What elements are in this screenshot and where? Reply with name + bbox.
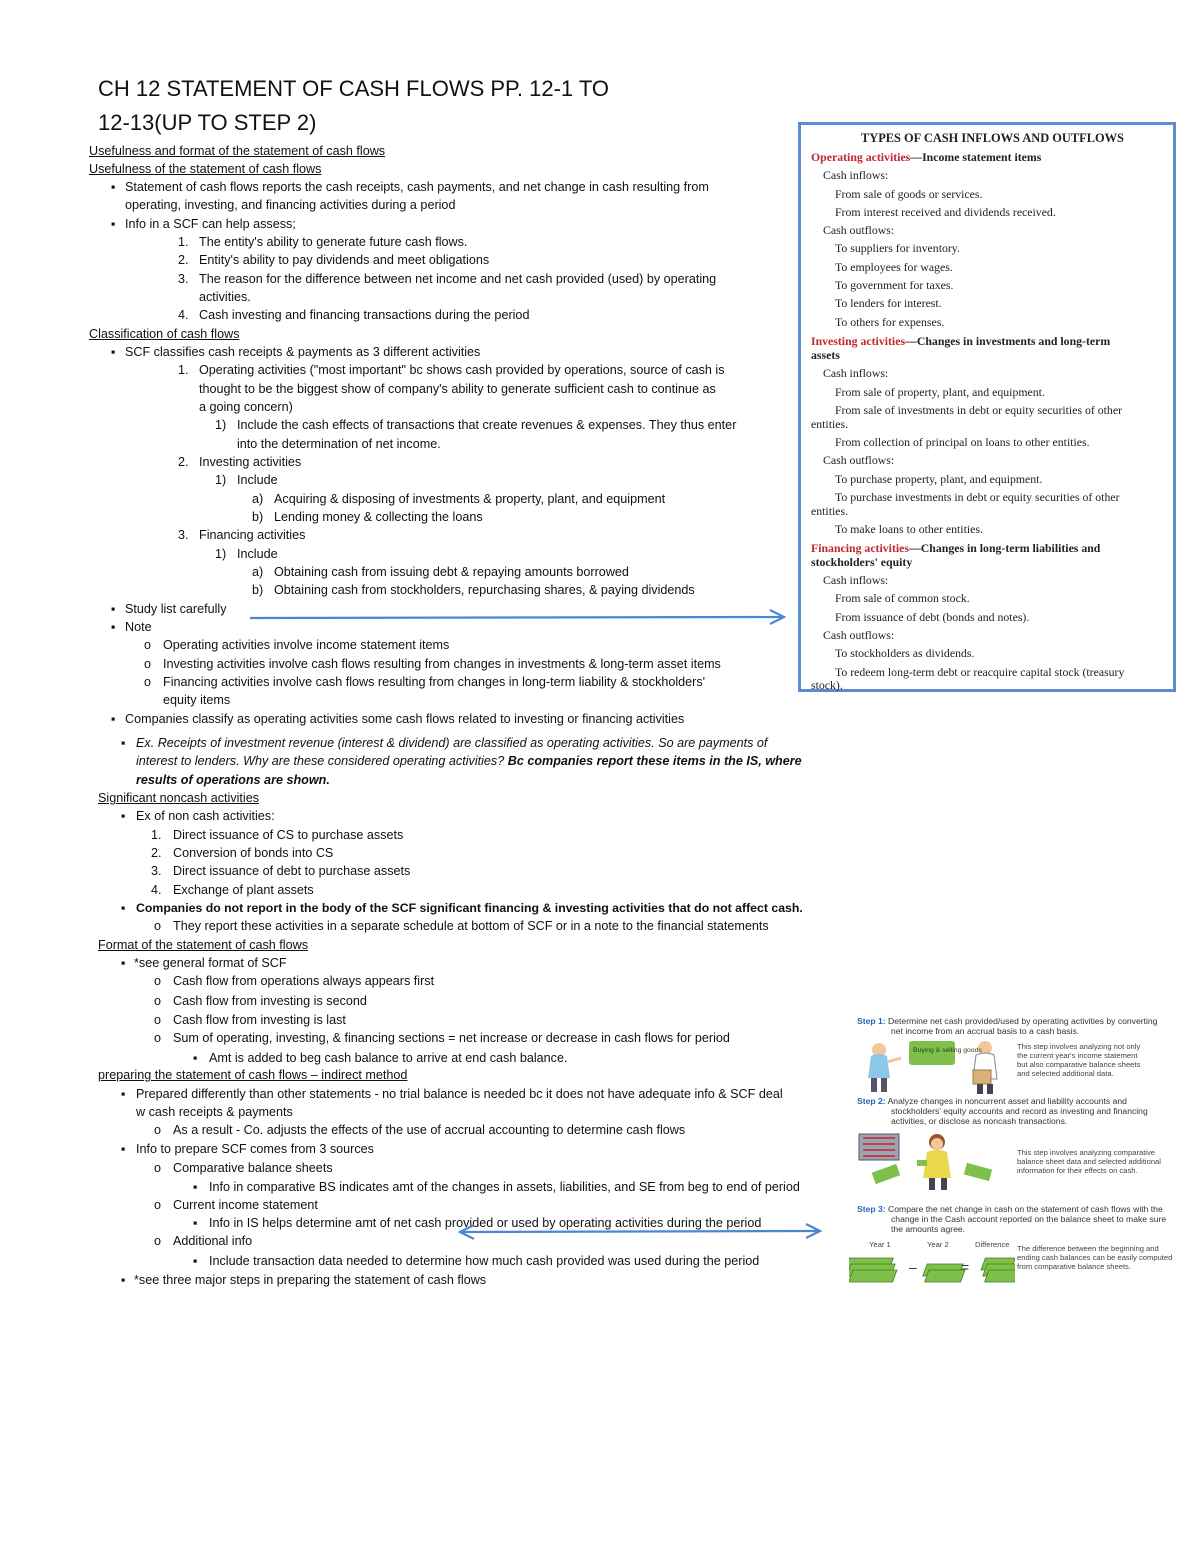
bullet-square: ▪ <box>111 180 116 194</box>
list-letter: b) <box>252 510 264 524</box>
step-3-note: ending cash balances can be easily computed <box>1017 1253 1173 1262</box>
note-line: *see three major steps in preparing the statement of cash flows <box>134 1273 487 1287</box>
bullet-circle: o <box>144 675 152 689</box>
list-number: 4. <box>151 883 162 897</box>
step-2-note: This step involves analyzing comparative <box>1017 1148 1156 1157</box>
note-line: Ex of non cash activities: <box>136 809 275 823</box>
bullet-square: ▪ <box>111 345 116 359</box>
step-1-text-cont: net income from an accrual basis to a cash basis. <box>891 1026 1080 1036</box>
bullet-circle: o <box>154 974 162 988</box>
box-line: From collection of principal on loans to other entities. <box>835 435 1090 449</box>
note-line: Info in comparative BS indicates amt of the changes in assets, liabilities, and SE from beg to end of period <box>209 1180 800 1194</box>
note-line: Info in IS helps determine amt of net cash provided or used by operating activities during the period <box>209 1216 762 1230</box>
note-line: equity items <box>163 693 231 707</box>
note-line: They report these activities in a separate schedule at bottom of SCF or in a note to the financial statements <box>173 919 769 933</box>
note-line: SCF classifies cash receipts & payments as 3 different activities <box>125 345 481 359</box>
list-letter: a) <box>252 492 264 506</box>
bullet-square: ▪ <box>193 1216 198 1230</box>
note-line: Cash flow from investing is second <box>173 994 367 1008</box>
box-line: From sale of common stock. <box>835 591 970 605</box>
step-2-note: balance sheet data and selected additional <box>1017 1157 1161 1166</box>
box-line: To redeem long-term debt or reacquire capital stock (treasury <box>835 665 1125 679</box>
note-line: The reason for the difference between net income and net cash provided (used) by operating <box>199 272 717 286</box>
list-number: 2. <box>178 253 189 267</box>
step-1-note: the current year's income statement <box>1017 1051 1138 1060</box>
step-1-bubble: Buying & selling goods <box>913 1047 982 1054</box>
list-number: 1. <box>151 828 162 842</box>
operating-heading: Operating activities—Income statement items <box>811 150 1042 164</box>
bullet-square: ▪ <box>111 602 116 616</box>
note-line: Cash investing and financing transactions during the period <box>199 308 530 322</box>
list-letter: a) <box>252 565 264 579</box>
bullet-square: ▪ <box>193 1180 198 1194</box>
box-line: To make loans to other entities. <box>835 522 983 536</box>
note-line: Financing activities <box>199 528 306 542</box>
box-line: To stockholders as dividends. <box>835 646 975 660</box>
list-number: 3. <box>151 864 162 878</box>
box-heading: TYPES OF CASH INFLOWS AND OUTFLOWS <box>861 131 1124 145</box>
bullet-circle: o <box>154 1234 162 1248</box>
bullet-square: ▪ <box>111 712 116 726</box>
note-line: Conversion of bonds into CS <box>173 846 334 860</box>
cash-outflows-label: Cash outflows: <box>823 223 895 237</box>
bullet-circle: o <box>154 1161 162 1175</box>
cash-outflows-label: Cash outflows: <box>823 628 895 642</box>
bullet-square: ▪ <box>121 1273 126 1287</box>
list-number: 3. <box>178 272 189 286</box>
note-line: Obtaining cash from stockholders, repurchasing shares, & paying dividends <box>274 583 695 597</box>
investing-heading: Investing activities—Changes in investments and long-term <box>811 334 1111 348</box>
bullet-square: ▪ <box>193 1254 198 1268</box>
note-line: Lending money & collecting the loans <box>274 510 483 524</box>
step-3-text-cont: the amounts agree. <box>891 1224 966 1234</box>
box-line: entities. <box>811 417 849 431</box>
bullet-square: ▪ <box>121 956 126 970</box>
note-line: thought to be the biggest show of company's ability to generate sufficient cash to continue as <box>199 382 716 396</box>
bullet-circle: o <box>144 638 152 652</box>
note-line: Include <box>237 473 278 487</box>
note-line: Amt is added to beg cash balance to arrive at end cash balance. <box>209 1051 568 1065</box>
equals-sign: = <box>961 1259 970 1275</box>
heading-usefulness-format: Usefulness and format of the statement of cash flows <box>89 144 386 158</box>
note-line: Investing activities <box>199 455 302 469</box>
step-3-note: The difference between the beginning and <box>1017 1244 1159 1253</box>
note-line: Operating activities ("most important" bc shows cash provided by operations, source of cash is <box>199 363 725 377</box>
note-line: Prepared differently than other statements - no trial balance is needed bc it does not have adequate info & SCF deal <box>136 1087 783 1101</box>
note-line: Investing activities involve cash flows resulting from changes in investments & long-term asset items <box>163 657 721 671</box>
bullet-circle: o <box>154 1031 162 1045</box>
heading-classification: Classification of cash flows <box>89 327 240 341</box>
bullet-square: ▪ <box>121 736 126 750</box>
note-line: Include the cash effects of transactions that create revenues & expenses. They thus enter <box>237 418 737 432</box>
box-line: entities. <box>811 504 849 518</box>
investing-heading-cont: assets <box>811 348 840 362</box>
bullet-circle: o <box>154 1123 162 1137</box>
step-1-note: This step involves analyzing not only <box>1017 1042 1141 1051</box>
note-line: Obtaining cash from issuing debt & repaying amounts borrowed <box>274 565 629 579</box>
example-line: results of operations are shown. <box>136 773 330 787</box>
heading-preparing: preparing the statement of cash flows – indirect method <box>98 1068 408 1082</box>
box-line: From interest received and dividends received. <box>835 205 1056 219</box>
note-line: Operating activities involve income statement items <box>163 638 450 652</box>
cash-outflows-label: Cash outflows: <box>823 453 895 467</box>
box-line: To government for taxes. <box>835 278 954 292</box>
bullet-square: ▪ <box>121 901 126 915</box>
box-line: To purchase property, plant, and equipment. <box>835 472 1043 486</box>
bullet-circle: o <box>154 994 162 1008</box>
list-number: 2. <box>178 455 189 469</box>
note-line: The entity's ability to generate future cash flows. <box>199 235 468 249</box>
note-line: Info to prepare SCF comes from 3 sources <box>136 1142 374 1156</box>
note-line: w cash receipts & payments <box>136 1105 293 1119</box>
step-1-note: and selected additional data. <box>1017 1069 1114 1078</box>
note-line: Include transaction data needed to determine how much cash provided was used during the period <box>209 1254 760 1268</box>
note-line: into the determination of net income. <box>237 437 441 451</box>
note-line: Current income statement <box>173 1198 318 1212</box>
step-2-text: Step 2: Analyze changes in noncurrent asset and liability accounts and <box>857 1096 1127 1106</box>
page-title-line2: 12-13(UP TO STEP 2) <box>98 110 317 135</box>
financing-heading: Financing activities—Changes in long-term liabilities and <box>811 541 1101 555</box>
bullet-square: ▪ <box>111 620 116 634</box>
note-line: Entity's ability to pay dividends and meet obligations <box>199 253 490 267</box>
note-line: Direct issuance of CS to purchase assets <box>173 828 404 842</box>
note-line: Companies classify as operating activities some cash flows related to investing or financing activities <box>125 712 685 726</box>
note-line: Acquiring & disposing of investments & property, plant, and equipment <box>274 492 666 506</box>
list-letter: b) <box>252 583 264 597</box>
bullet-circle: o <box>154 1013 162 1027</box>
heading-usefulness: Usefulness of the statement of cash flows <box>89 162 322 176</box>
step-3-text: Step 3: Compare the net change in cash on the statement of cash flows with the <box>857 1204 1163 1214</box>
step-2-note: information for their effects on cash. <box>1017 1166 1138 1175</box>
step-3-note: from comparative balance sheets. <box>1017 1262 1131 1271</box>
note-line: Financing activities involve cash flows resulting from changes in long-term liability & stockholders' <box>163 675 706 689</box>
year-2-label: Year 2 <box>927 1240 949 1249</box>
note-line: Study list carefully <box>125 602 227 616</box>
example-line: Ex. Receipts of investment revenue (interest & dividend) are classified as operating activities. So are payments of <box>136 736 768 750</box>
box-line: From sale of property, plant, and equipment. <box>835 385 1045 399</box>
note-line: Info in a SCF can help assess; <box>125 217 296 231</box>
step-3-text-cont: change in the Cash account reported on the balance sheet to make sure <box>891 1214 1167 1224</box>
step-2-text-cont: stockholders' equity accounts and record as investing and financing <box>891 1106 1148 1116</box>
step-1-note: but also comparative balance sheets <box>1017 1060 1141 1069</box>
note-line: Direct issuance of debt to purchase assets <box>173 864 411 878</box>
example-line: interest to lenders. Why are these considered operating activities? Bc companies report these items in the IS, where <box>136 754 802 768</box>
note-line: Exchange of plant assets <box>173 883 314 897</box>
list-number: 3. <box>178 528 189 542</box>
list-paren: 1) <box>215 547 227 561</box>
box-line: From sale of goods or services. <box>835 187 983 201</box>
step-2-text-cont: activities, or disclose as noncash transactions. <box>891 1116 1068 1126</box>
box-line: stock). <box>811 678 843 692</box>
step-1-text: Step 1: Determine net cash provided/used by operating activities by converting <box>857 1016 1158 1026</box>
list-number: 1. <box>178 363 189 377</box>
heading-noncash: Significant noncash activities <box>98 791 260 805</box>
box-line: From issuance of debt (bonds and notes). <box>835 610 1030 624</box>
bullet-circle: o <box>154 1198 162 1212</box>
list-number: 2. <box>151 846 162 860</box>
bullet-square: ▪ <box>193 1051 198 1065</box>
study-list-arrow <box>250 610 784 624</box>
note-line: Sum of operating, investing, & financing sections = net increase or decrease in cash flows for period <box>173 1031 730 1045</box>
minus-sign: – <box>909 1259 917 1275</box>
bullet-square: ▪ <box>121 1142 126 1156</box>
note-line: a going concern) <box>199 400 293 414</box>
bullet-square: ▪ <box>121 1087 126 1101</box>
box-line: To suppliers for inventory. <box>835 241 960 255</box>
bullet-square: ▪ <box>121 809 126 823</box>
note-line: Note <box>125 620 152 634</box>
note-line: Statement of cash flows reports the cash receipts, cash payments, and net change in cash resulting from <box>125 180 709 194</box>
box-line: To lenders for interest. <box>835 296 942 310</box>
note-line: As a result - Co. adjusts the effects of the use of accrual accounting to determine cash flows <box>173 1123 686 1137</box>
list-number: 4. <box>178 308 189 322</box>
box-line: To purchase investments in debt or equity securities of other <box>835 490 1120 504</box>
year-1-label: Year 1 <box>869 1240 891 1249</box>
note-line: Comparative balance sheets <box>173 1161 333 1175</box>
note-line: operating, investing, and financing activities during a period <box>125 198 456 212</box>
cash-inflows-label: Cash inflows: <box>823 573 889 587</box>
note-line: Cash flow from investing is last <box>173 1013 346 1027</box>
box-line: To employees for wages. <box>835 260 953 274</box>
bullet-circle: o <box>154 919 162 933</box>
bullet-square: ▪ <box>111 217 116 231</box>
note-line: *see general format of SCF <box>134 956 287 970</box>
note-line: Additional info <box>173 1234 253 1248</box>
page-title: CH 12 STATEMENT OF CASH FLOWS PP. 12-1 TO <box>98 76 610 101</box>
note-line: Cash flow from operations always appears first <box>173 974 435 988</box>
list-paren: 1) <box>215 473 227 487</box>
box-line: From sale of investments in debt or equity securities of other <box>835 403 1122 417</box>
steps-double-arrow <box>460 1224 820 1239</box>
heading-format: Format of the statement of cash flows <box>98 938 308 952</box>
note-line: Companies do not report in the body of the SCF significant financing & investing activities that do not affect cash. <box>136 901 803 915</box>
financing-heading-cont: stockholders' equity <box>811 555 913 569</box>
note-line: Include <box>237 547 278 561</box>
box-line: To others for expenses. <box>835 315 945 329</box>
difference-label: Difference <box>975 1240 1010 1249</box>
list-number: 1. <box>178 235 189 249</box>
list-paren: 1) <box>215 418 227 432</box>
note-line: activities. <box>199 290 251 304</box>
cash-inflows-label: Cash inflows: <box>823 366 889 380</box>
cash-inflows-label: Cash inflows: <box>823 168 889 182</box>
bullet-circle: o <box>144 657 152 671</box>
